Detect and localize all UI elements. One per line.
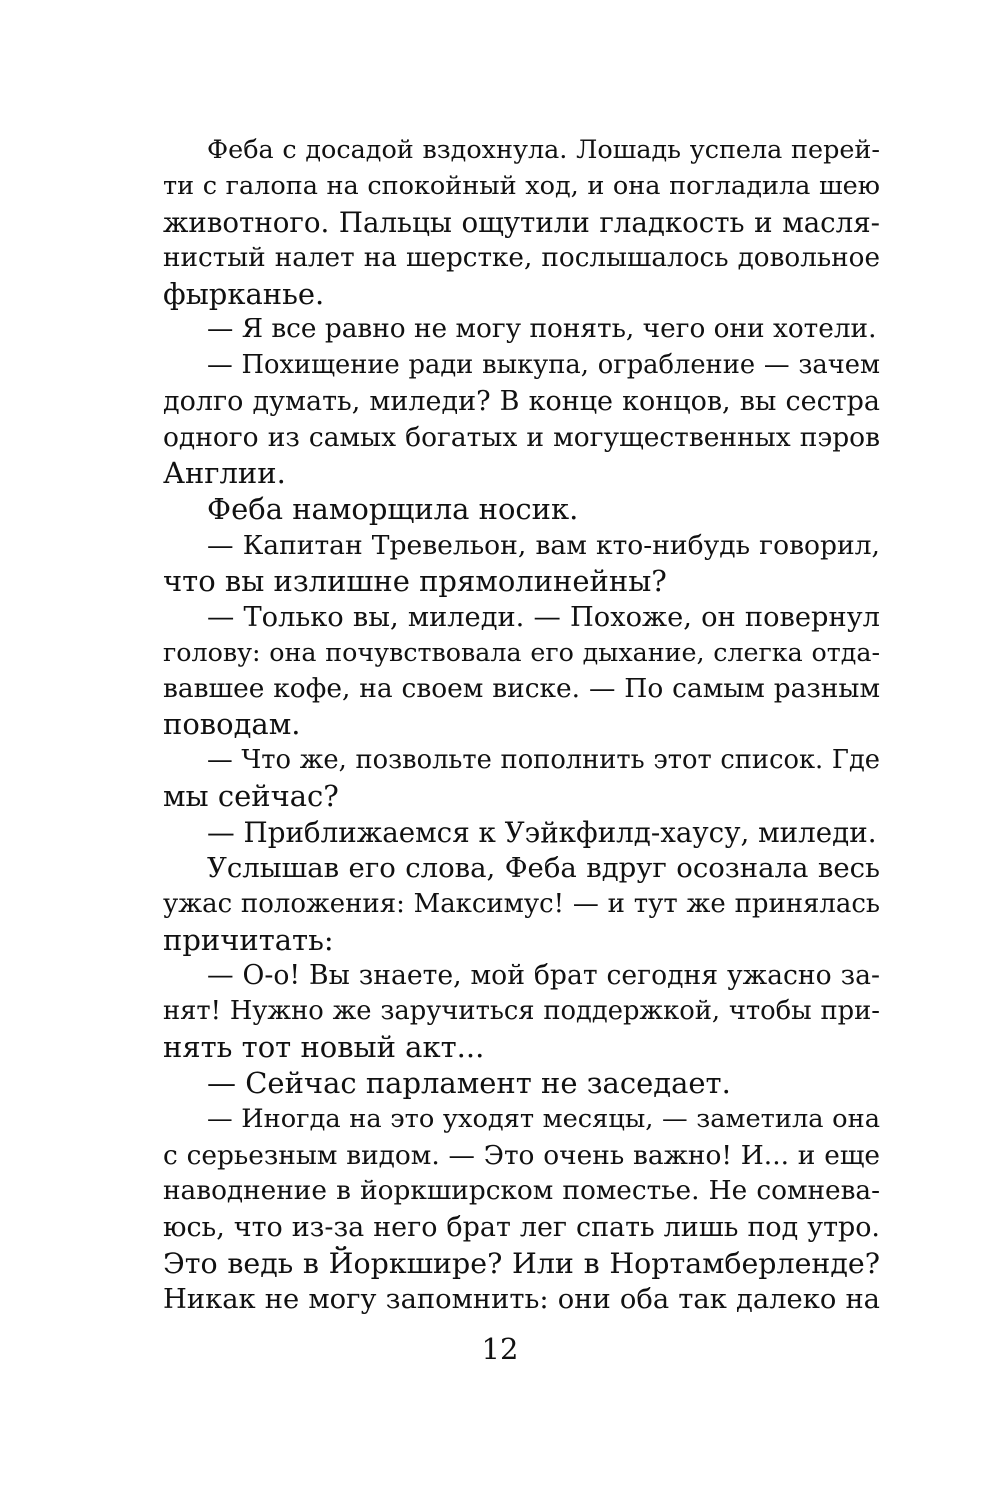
body-text xyxy=(163,133,880,1317)
text-line: Феба наморщила носик. xyxy=(207,491,579,526)
text-line: долго думать, миледи? В конце концов, вы сестра xyxy=(163,386,880,418)
text-line: — О-о! Вы знаете, мой брат сегодня ужасно за- xyxy=(207,960,880,992)
text-line: животного. Пальцы ощутили гладкость и масля- xyxy=(163,205,880,239)
text-line: Никак не могу запомнить: они оба так далеко на xyxy=(163,1283,880,1315)
text-line: одного из самых богатых и могущественных пэров xyxy=(163,422,880,454)
text-line: ужас положения: Максимус! — и тут же принялась xyxy=(163,888,880,919)
page-number: 12 xyxy=(481,1332,519,1366)
text-line: Это ведь в Йоркшире? Или в Нортамберленде? xyxy=(163,1246,880,1280)
text-line: — Приближаемся к Уэйкфилд-хаусу, миледи. xyxy=(207,815,877,849)
text-line: нять тот новый акт... xyxy=(163,1030,485,1065)
text-line: фырканье. xyxy=(163,276,325,311)
text-line: голову: она почувствовала его дыхание, слегка отда- xyxy=(163,637,880,668)
text-line: юсь, что из-за него брат лег спать лишь под утро. xyxy=(163,1211,880,1243)
text-line: Англии. xyxy=(163,456,286,491)
text-line: нистый налет на шерстке, послышалось довольное xyxy=(163,242,880,273)
text-line: — Что же, позвольте пополнить этот список. Где xyxy=(207,745,880,776)
text-line: что вы излишне прямолинейны? xyxy=(163,563,667,598)
text-line: ти с галопа на спокойный ход, и она погладила шею xyxy=(163,170,880,201)
text-line: мы сейчас? xyxy=(163,779,339,814)
text-line: с серьезным видом. — Это очень важно! И... и еще xyxy=(163,1139,880,1171)
text-line: наводнение в йоркширском поместье. Не сомнева- xyxy=(163,1175,880,1206)
text-line: — Капитан Тревельон, вам кто-нибудь говорил, xyxy=(207,529,880,561)
text-line: — Только вы, миледи. — Похоже, он повернул xyxy=(207,601,880,633)
text-line: — Я все равно не могу понять, чего они хотели. xyxy=(207,314,877,345)
text-line: Услышав его слова, Феба вдруг осознала весь xyxy=(207,851,880,884)
text-line: вавшее кофе, на своем виске. — По самым разным xyxy=(163,673,880,705)
text-line: — Иногда на это уходят месяцы, — заметила она xyxy=(207,1104,880,1135)
text-line: — Похищение ради выкупа, ограбление — зачем xyxy=(207,350,880,381)
text-line: поводам. xyxy=(163,707,301,742)
text-line: причитать: xyxy=(163,922,334,957)
text-line: Феба с досадой вздохнула. Лошадь успела перей- xyxy=(207,135,880,165)
text-line: нят! Нужно же заручиться поддержкой, чтобы при- xyxy=(163,996,880,1027)
text-line: — Сейчас парламент не заседает. xyxy=(207,1066,731,1101)
